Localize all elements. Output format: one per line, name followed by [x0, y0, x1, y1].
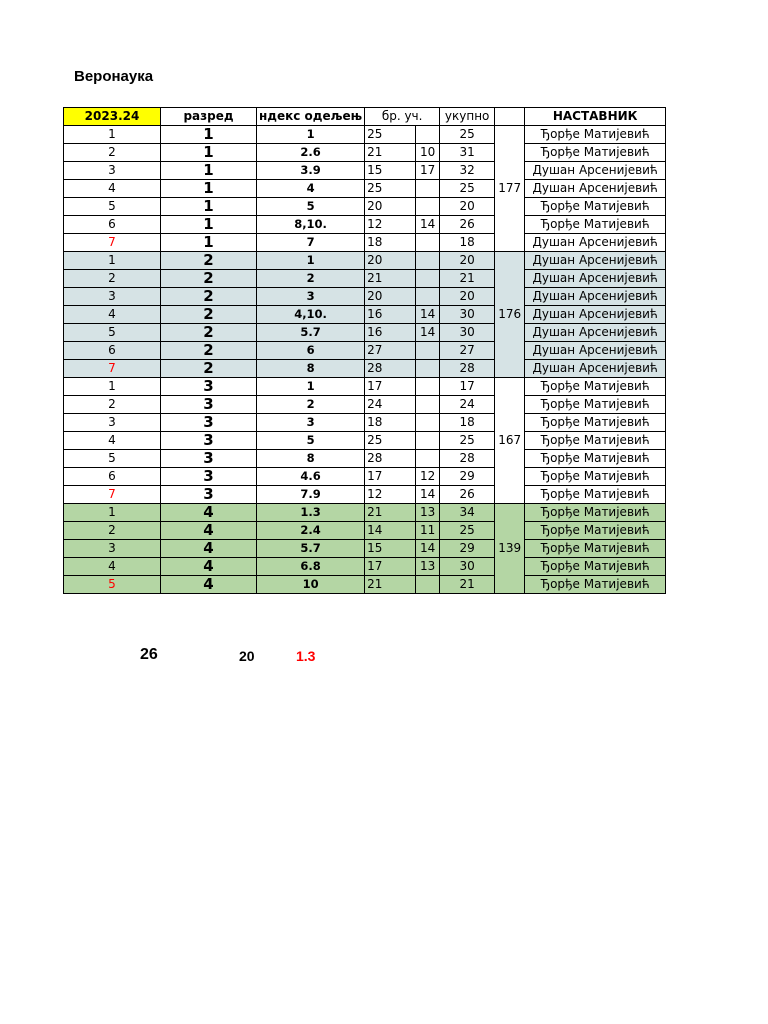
class-index-cell[interactable]: 4.6: [257, 468, 365, 486]
row-total-cell[interactable]: 20: [440, 198, 495, 216]
students-cell[interactable]: 21: [365, 270, 416, 288]
students-extra-cell[interactable]: [416, 432, 440, 450]
grade-cell[interactable]: 1: [161, 180, 257, 198]
table-row: [64, 558, 666, 576]
class-index-cell[interactable]: 3.9: [257, 162, 365, 180]
class-index-cell[interactable]: 2: [257, 270, 365, 288]
class-index-cell[interactable]: 1: [257, 252, 365, 270]
students-cell[interactable]: 21: [365, 504, 416, 522]
students-cell[interactable]: 25: [365, 126, 416, 144]
table-row: [64, 504, 666, 522]
students-extra-cell[interactable]: 11: [416, 522, 440, 540]
row-number[interactable]: 2: [64, 270, 161, 288]
table-row: [64, 522, 666, 540]
table-row: [64, 378, 666, 396]
students-extra-cell[interactable]: [416, 198, 440, 216]
students-extra-cell[interactable]: 12: [416, 468, 440, 486]
students-cell[interactable]: 21: [365, 576, 416, 594]
students-cell[interactable]: 21: [365, 144, 416, 162]
students-cell[interactable]: 15: [365, 162, 416, 180]
row-total-cell[interactable]: 26: [440, 486, 495, 504]
row-number[interactable]: 7: [64, 486, 161, 504]
students-cell[interactable]: 15: [365, 540, 416, 558]
table-row: [64, 468, 666, 486]
teacher-cell[interactable]: Ђорђе Матијевић: [525, 558, 666, 576]
students-cell[interactable]: 14: [365, 522, 416, 540]
students-extra-cell[interactable]: [416, 360, 440, 378]
teacher-cell[interactable]: Душан Арсенијевић: [525, 180, 666, 198]
row-total-cell[interactable]: 18: [440, 234, 495, 252]
class-index-cell[interactable]: 8: [257, 360, 365, 378]
row-total-cell[interactable]: 28: [440, 360, 495, 378]
teacher-cell[interactable]: Душан Арсенијевић: [525, 270, 666, 288]
row-number[interactable]: 6: [64, 342, 161, 360]
students-extra-cell[interactable]: 17: [416, 162, 440, 180]
header-students[interactable]: бр. уч.: [365, 108, 440, 126]
class-index-cell[interactable]: 3: [257, 288, 365, 306]
group-total-cell[interactable]: 176: [495, 252, 525, 378]
grade-cell[interactable]: 1: [161, 216, 257, 234]
grade-cell[interactable]: 4: [161, 576, 257, 594]
row-number[interactable]: 4: [64, 558, 161, 576]
row-total-cell[interactable]: 30: [440, 558, 495, 576]
class-index-cell[interactable]: 8: [257, 450, 365, 468]
students-cell[interactable]: 24: [365, 396, 416, 414]
students-extra-cell[interactable]: [416, 288, 440, 306]
table-row: [64, 234, 666, 252]
row-number[interactable]: 5: [64, 576, 161, 594]
row-total-cell[interactable]: 17: [440, 378, 495, 396]
class-index-cell[interactable]: 5: [257, 198, 365, 216]
row-total-cell[interactable]: 30: [440, 306, 495, 324]
students-extra-cell[interactable]: [416, 180, 440, 198]
table-row: [64, 324, 666, 342]
grade-cell[interactable]: 4: [161, 504, 257, 522]
students-cell[interactable]: 20: [365, 252, 416, 270]
class-index-cell[interactable]: 8,10.: [257, 216, 365, 234]
students-extra-cell[interactable]: [416, 396, 440, 414]
students-cell[interactable]: 25: [365, 432, 416, 450]
row-number[interactable]: 1: [64, 252, 161, 270]
teacher-cell[interactable]: Ђорђе Матијевић: [525, 450, 666, 468]
row-number[interactable]: 2: [64, 396, 161, 414]
row-number[interactable]: 2: [64, 522, 161, 540]
teacher-cell[interactable]: Ђорђе Матијевић: [525, 126, 666, 144]
students-cell[interactable]: 17: [365, 378, 416, 396]
header-group[interactable]: [495, 108, 525, 126]
teacher-cell[interactable]: Ђорђе Матијевић: [525, 396, 666, 414]
row-number[interactable]: 1: [64, 126, 161, 144]
row-number[interactable]: 7: [64, 234, 161, 252]
students-cell[interactable]: 17: [365, 468, 416, 486]
table-row: [64, 198, 666, 216]
grade-cell[interactable]: 2: [161, 306, 257, 324]
class-index-cell[interactable]: 6.8: [257, 558, 365, 576]
grade-cell[interactable]: 4: [161, 558, 257, 576]
grade-cell[interactable]: 3: [161, 396, 257, 414]
students-extra-cell[interactable]: [416, 450, 440, 468]
grade-cell[interactable]: 3: [161, 378, 257, 396]
students-cell[interactable]: 20: [365, 198, 416, 216]
row-total-cell[interactable]: 28: [440, 450, 495, 468]
grade-cell[interactable]: 2: [161, 252, 257, 270]
row-number[interactable]: 3: [64, 540, 161, 558]
row-number[interactable]: 3: [64, 162, 161, 180]
students-cell[interactable]: 18: [365, 414, 416, 432]
teacher-cell[interactable]: Душан Арсенијевић: [525, 162, 666, 180]
class-index-cell[interactable]: 2.4: [257, 522, 365, 540]
grade-cell[interactable]: 2: [161, 342, 257, 360]
grade-cell[interactable]: 2: [161, 360, 257, 378]
class-index-cell[interactable]: 4,10.: [257, 306, 365, 324]
teacher-cell[interactable]: Ђорђе Матијевић: [525, 432, 666, 450]
students-extra-cell[interactable]: 14: [416, 306, 440, 324]
grade-cell[interactable]: 1: [161, 144, 257, 162]
table-row: [64, 288, 666, 306]
teacher-cell[interactable]: Ђорђе Матијевић: [525, 216, 666, 234]
teacher-cell[interactable]: Ђорђе Матијевић: [525, 414, 666, 432]
class-index-cell[interactable]: 1.3: [257, 504, 365, 522]
table-row: [64, 162, 666, 180]
class-index-cell[interactable]: 1: [257, 378, 365, 396]
grade-cell[interactable]: 1: [161, 126, 257, 144]
class-index-cell[interactable]: 2: [257, 396, 365, 414]
row-number[interactable]: 6: [64, 468, 161, 486]
teacher-cell[interactable]: Душан Арсенијевић: [525, 360, 666, 378]
table-row: [64, 396, 666, 414]
students-cell[interactable]: 20: [365, 288, 416, 306]
row-total-cell[interactable]: 21: [440, 576, 495, 594]
class-index-cell[interactable]: 5.7: [257, 540, 365, 558]
row-number[interactable]: 3: [64, 288, 161, 306]
table-row: [64, 180, 666, 198]
group-total-cell[interactable]: 177: [495, 126, 525, 252]
row-number[interactable]: 1: [64, 504, 161, 522]
row-number[interactable]: 4: [64, 180, 161, 198]
row-total-cell[interactable]: 31: [440, 144, 495, 162]
teacher-cell[interactable]: Душан Арсенијевић: [525, 234, 666, 252]
students-cell[interactable]: 12: [365, 216, 416, 234]
grade-cell[interactable]: 1: [161, 234, 257, 252]
row-total-cell[interactable]: 25: [440, 522, 495, 540]
table-row: [64, 126, 666, 144]
row-number[interactable]: 1: [64, 378, 161, 396]
table-row: [64, 342, 666, 360]
students-extra-cell[interactable]: 13: [416, 558, 440, 576]
header-class-index[interactable]: ндекс одељењ: [257, 108, 365, 126]
teacher-cell[interactable]: Ђорђе Матијевић: [525, 576, 666, 594]
students-cell[interactable]: 16: [365, 324, 416, 342]
students-extra-cell[interactable]: 14: [416, 216, 440, 234]
students-extra-cell[interactable]: [416, 576, 440, 594]
row-total-cell[interactable]: 21: [440, 270, 495, 288]
class-index-cell[interactable]: 3: [257, 414, 365, 432]
students-extra-cell[interactable]: [416, 126, 440, 144]
teacher-cell[interactable]: Ђорђе Матијевић: [525, 468, 666, 486]
students-extra-cell[interactable]: 10: [416, 144, 440, 162]
grade-cell[interactable]: 3: [161, 486, 257, 504]
grade-cell[interactable]: 3: [161, 450, 257, 468]
table-row: [64, 306, 666, 324]
row-total-cell[interactable]: 25: [440, 180, 495, 198]
row-total-cell[interactable]: 18: [440, 414, 495, 432]
header-grade[interactable]: разред: [161, 108, 257, 126]
grade-cell[interactable]: 3: [161, 468, 257, 486]
footer-value-1: 26: [140, 646, 158, 663]
row-number[interactable]: 6: [64, 216, 161, 234]
group-total-cell[interactable]: 139: [495, 504, 525, 594]
row-number[interactable]: 5: [64, 198, 161, 216]
class-index-cell[interactable]: 2.6: [257, 144, 365, 162]
table-row: [64, 450, 666, 468]
grade-cell[interactable]: 4: [161, 522, 257, 540]
row-number[interactable]: 7: [64, 360, 161, 378]
students-cell[interactable]: 17: [365, 558, 416, 576]
grade-cell[interactable]: 2: [161, 288, 257, 306]
row-number[interactable]: 3: [64, 414, 161, 432]
schedule-table: [63, 107, 666, 594]
students-extra-cell[interactable]: [416, 270, 440, 288]
students-extra-cell[interactable]: [416, 414, 440, 432]
students-extra-cell[interactable]: 14: [416, 324, 440, 342]
table-row: [64, 144, 666, 162]
table-row: [64, 432, 666, 450]
teacher-cell[interactable]: Ђорђе Матијевић: [525, 504, 666, 522]
students-extra-cell[interactable]: [416, 234, 440, 252]
students-cell[interactable]: 12: [365, 486, 416, 504]
table-row: [64, 216, 666, 234]
header-teacher[interactable]: НАСТАВНИК: [525, 108, 666, 126]
row-number[interactable]: 2: [64, 144, 161, 162]
teacher-cell[interactable]: Ђорђе Матијевић: [525, 378, 666, 396]
class-index-cell[interactable]: 4: [257, 180, 365, 198]
row-total-cell[interactable]: 20: [440, 288, 495, 306]
row-number[interactable]: 4: [64, 306, 161, 324]
table-row: [64, 360, 666, 378]
teacher-cell[interactable]: Ђорђе Матијевић: [525, 540, 666, 558]
grade-cell[interactable]: 1: [161, 162, 257, 180]
table-row: [64, 270, 666, 288]
grade-cell[interactable]: 2: [161, 324, 257, 342]
class-index-cell[interactable]: 6: [257, 342, 365, 360]
students-extra-cell[interactable]: [416, 252, 440, 270]
class-index-cell[interactable]: 5: [257, 432, 365, 450]
teacher-cell[interactable]: Ђорђе Матијевић: [525, 522, 666, 540]
class-index-cell[interactable]: 10: [257, 576, 365, 594]
teacher-cell[interactable]: Ђорђе Матијевић: [525, 486, 666, 504]
row-total-cell[interactable]: 32: [440, 162, 495, 180]
header-total[interactable]: укупно: [440, 108, 495, 126]
grade-cell[interactable]: 3: [161, 414, 257, 432]
teacher-cell[interactable]: Душан Арсенијевић: [525, 342, 666, 360]
sheet-title: Веронаука: [74, 68, 154, 85]
row-total-cell[interactable]: 25: [440, 432, 495, 450]
teacher-cell[interactable]: Душан Арсенијевић: [525, 306, 666, 324]
footer-value-3: 1.3: [296, 648, 316, 664]
table-row: [64, 540, 666, 558]
grade-cell[interactable]: 1: [161, 198, 257, 216]
grade-cell[interactable]: 3: [161, 432, 257, 450]
table-row: [64, 414, 666, 432]
row-total-cell[interactable]: 27: [440, 342, 495, 360]
students-extra-cell[interactable]: 13: [416, 504, 440, 522]
students-extra-cell[interactable]: [416, 342, 440, 360]
footer-value-2: 20: [239, 648, 255, 664]
grade-cell[interactable]: 4: [161, 540, 257, 558]
grade-cell[interactable]: 2: [161, 270, 257, 288]
class-index-cell[interactable]: 1: [257, 126, 365, 144]
students-extra-cell[interactable]: 14: [416, 540, 440, 558]
row-total-cell[interactable]: 24: [440, 396, 495, 414]
header-row: [64, 108, 666, 126]
students-cell[interactable]: 27: [365, 342, 416, 360]
row-total-cell[interactable]: 34: [440, 504, 495, 522]
row-total-cell[interactable]: 20: [440, 252, 495, 270]
row-number[interactable]: 5: [64, 450, 161, 468]
row-total-cell[interactable]: 29: [440, 540, 495, 558]
class-index-cell[interactable]: 7: [257, 234, 365, 252]
table-row: [64, 486, 666, 504]
header-year[interactable]: 2023.24: [64, 108, 161, 126]
row-number[interactable]: 4: [64, 432, 161, 450]
table-row: [64, 252, 666, 270]
teacher-cell[interactable]: Ђорђе Матијевић: [525, 144, 666, 162]
students-extra-cell[interactable]: 14: [416, 486, 440, 504]
group-total-cell[interactable]: 167: [495, 378, 525, 504]
row-total-cell[interactable]: 25: [440, 126, 495, 144]
students-cell[interactable]: 28: [365, 450, 416, 468]
students-cell[interactable]: 16: [365, 306, 416, 324]
teacher-cell[interactable]: Душан Арсенијевић: [525, 288, 666, 306]
teacher-cell[interactable]: Ђорђе Матијевић: [525, 198, 666, 216]
row-total-cell[interactable]: 26: [440, 216, 495, 234]
teacher-cell[interactable]: Душан Арсенијевић: [525, 252, 666, 270]
students-cell[interactable]: 25: [365, 180, 416, 198]
teacher-cell[interactable]: Душан Арсенијевић: [525, 324, 666, 342]
table-row: [64, 576, 666, 594]
students-cell[interactable]: 18: [365, 234, 416, 252]
class-index-cell[interactable]: 5.7: [257, 324, 365, 342]
row-number[interactable]: 5: [64, 324, 161, 342]
row-total-cell[interactable]: 30: [440, 324, 495, 342]
students-cell[interactable]: 28: [365, 360, 416, 378]
row-total-cell[interactable]: 29: [440, 468, 495, 486]
class-index-cell[interactable]: 7.9: [257, 486, 365, 504]
students-extra-cell[interactable]: [416, 378, 440, 396]
